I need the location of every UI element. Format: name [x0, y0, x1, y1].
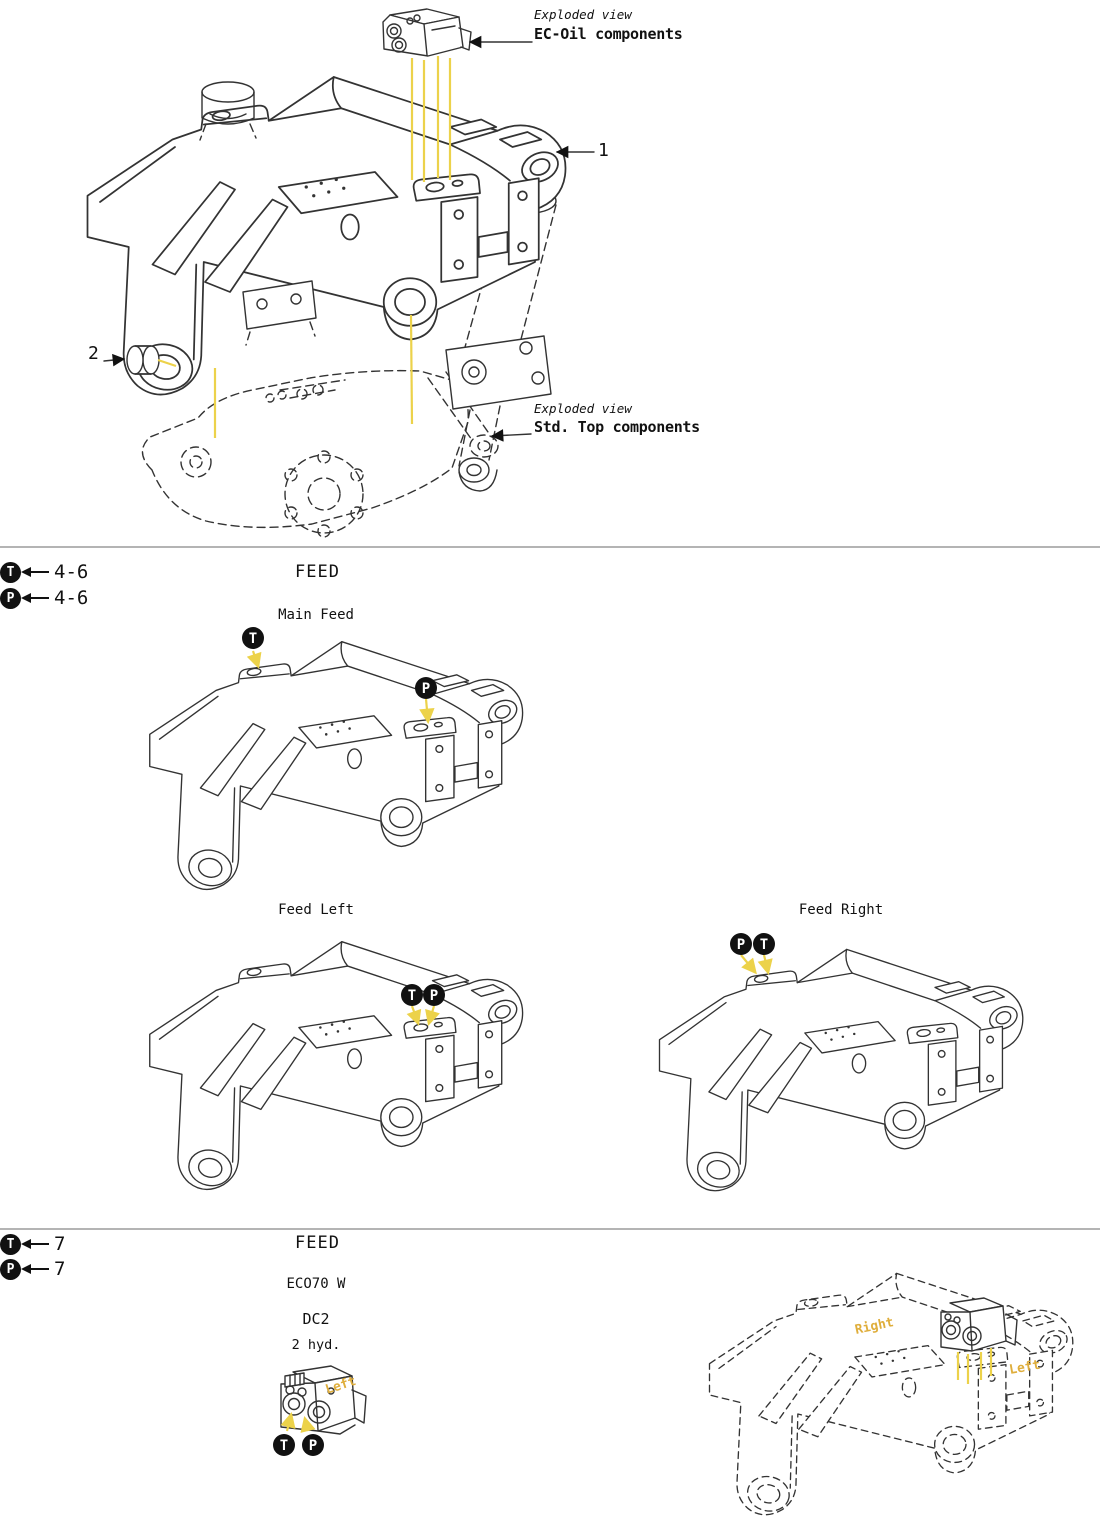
arrow-left-icon	[21, 592, 51, 604]
svg-text:T: T	[279, 1438, 289, 1454]
tank-marker	[242, 627, 264, 649]
legend-row-tank-upper	[0, 561, 88, 583]
ec-oil-caption-italic: Exploded view	[534, 7, 632, 22]
feed-left-label: Feed Left	[278, 902, 354, 918]
svg-text:P: P	[421, 681, 431, 697]
right-side-label: Right	[853, 1315, 896, 1338]
part-number-1: 1	[598, 140, 609, 161]
tank-marker	[753, 933, 775, 955]
svg-text:T: T	[759, 937, 769, 953]
legend-row-pressure-upper	[0, 587, 88, 609]
tank-marker: T	[0, 1234, 21, 1255]
tank-marker: T	[0, 562, 21, 583]
tank-marker	[273, 1434, 295, 1456]
bushing-part-drawing	[127, 346, 159, 374]
arrow-left-icon	[21, 1238, 51, 1250]
pressure-marker	[415, 677, 437, 699]
arrow-left-icon	[21, 1263, 51, 1275]
legend-range: 7	[54, 1258, 66, 1280]
lower-machine-body-drawing	[142, 371, 498, 537]
svg-text:P: P	[736, 937, 746, 953]
legend-row-tank-lower	[0, 1233, 65, 1255]
svg-text:T: T	[407, 988, 417, 1004]
main-feed-drawing	[150, 627, 523, 890]
feed-title-lower: FEED	[295, 1233, 340, 1253]
left-side-label: Left	[1008, 1357, 1042, 1378]
legend-row-pressure-lower	[0, 1258, 65, 1280]
model-label-eco70: ECO70 W	[286, 1276, 346, 1292]
model-label-dc2: DC2	[302, 1310, 330, 1328]
legend-range: 4-6	[54, 561, 89, 583]
arrow-left-icon	[21, 566, 51, 578]
legend-range: 4-6	[54, 587, 89, 609]
pressure-marker	[302, 1434, 324, 1456]
main-feed-label: Main Feed	[278, 607, 354, 623]
tank-marker	[401, 984, 423, 1006]
model-label-2hyd: 2 hyd.	[291, 1337, 341, 1353]
pressure-marker	[423, 984, 445, 1006]
pressure-marker: P	[0, 1259, 21, 1280]
section-divider-2	[0, 1228, 1100, 1230]
ec-oil-valve-block-drawing	[383, 9, 471, 56]
exploded-assembly-drawing	[88, 9, 595, 537]
feed-title-upper: FEED	[295, 562, 340, 582]
right-coupler-dashed-drawing	[710, 1273, 1073, 1514]
feed-right-drawing	[660, 933, 1023, 1191]
left-side-label: Left	[323, 1373, 359, 1398]
ec-oil-caption: EC-Oil components	[534, 25, 683, 43]
pressure-marker: P	[0, 588, 21, 609]
std-top-caption: Std. Top components	[534, 418, 700, 436]
feed-left-drawing	[150, 942, 523, 1190]
feed-right-label: Feed Right	[798, 902, 884, 918]
part-number-2: 2	[88, 343, 99, 364]
dc2-valve-block-drawing	[273, 1366, 366, 1456]
section-divider-1	[0, 546, 1100, 548]
pressure-marker	[730, 933, 752, 955]
std-top-caption-italic: Exploded view	[534, 401, 632, 416]
side-bracket-drawing	[243, 281, 316, 345]
svg-text:T: T	[248, 631, 258, 647]
svg-text:P: P	[429, 988, 439, 1004]
legend-range: 7	[54, 1233, 66, 1255]
svg-text:P: P	[308, 1438, 318, 1454]
